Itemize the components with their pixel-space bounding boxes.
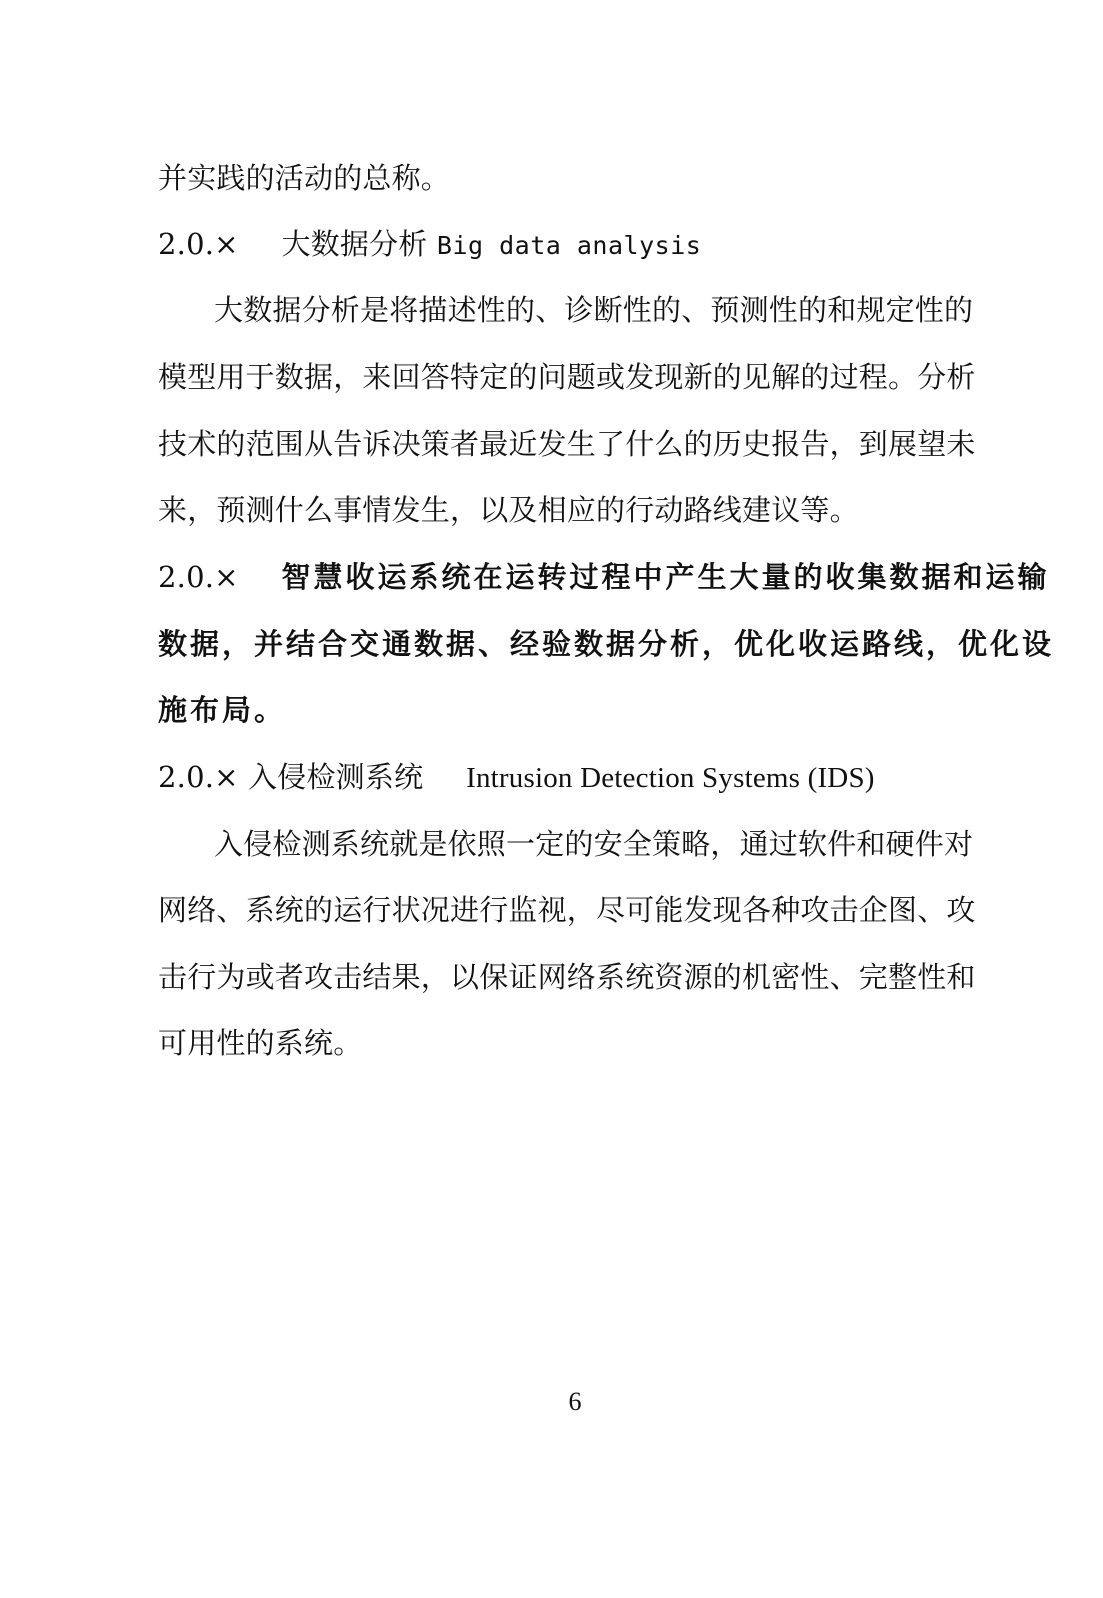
bold-note-line: 数据，并结合交通数据、经验数据分析，优化收运路线，优化设 (158, 627, 1055, 661)
paragraph-line: 可用性的系统。 (158, 1026, 363, 1060)
paragraph-line: 技术的范围从告诉决策者最近发生了什么的历史报告，到展望未 (158, 427, 976, 461)
section-number: 2.0.× (158, 560, 239, 594)
section-heading-intrusion-detection (158, 759, 958, 796)
term-english: Big data analysis (436, 231, 702, 260)
bold-note-text: 智慧收运系统在运转过程中产生大量的收集数据和运输 (281, 560, 1050, 594)
paragraph-continuation: 并实践的活动的总称。 (158, 161, 451, 195)
paragraph-line: 大数据分析是将描述性的、诊断性的、预测性的和规定性的 (214, 293, 974, 327)
paragraph-line: 来，预测什么事情发生，以及相应的行动路线建议等。 (158, 493, 859, 527)
bold-note-line (158, 559, 1050, 595)
page-number: 6 (568, 1387, 582, 1416)
section-number: 2.0.× (158, 227, 239, 261)
bold-note-line: 施布局。 (158, 693, 287, 727)
term-english: Intrusion Detection Systems (IDS) (466, 762, 875, 794)
term-chinese: 入侵检测系统 (248, 760, 424, 794)
term-chinese: 大数据分析 (281, 227, 428, 261)
paragraph-line: 模型用于数据，来回答特定的问题或发现新的见解的过程。分析 (158, 360, 976, 394)
section-number: 2.0.× (158, 760, 239, 794)
paragraph-line: 网络、系统的运行状况进行监视，尽可能发现各种攻击企图、攻 (158, 893, 976, 927)
paragraph-line: 击行为或者攻击结果，以保证网络系统资源的机密性、完整性和 (158, 960, 976, 994)
paragraph-line: 入侵检测系统就是依照一定的安全策略，通过软件和硬件对 (214, 827, 974, 861)
section-heading-big-data-analysis (158, 226, 958, 264)
